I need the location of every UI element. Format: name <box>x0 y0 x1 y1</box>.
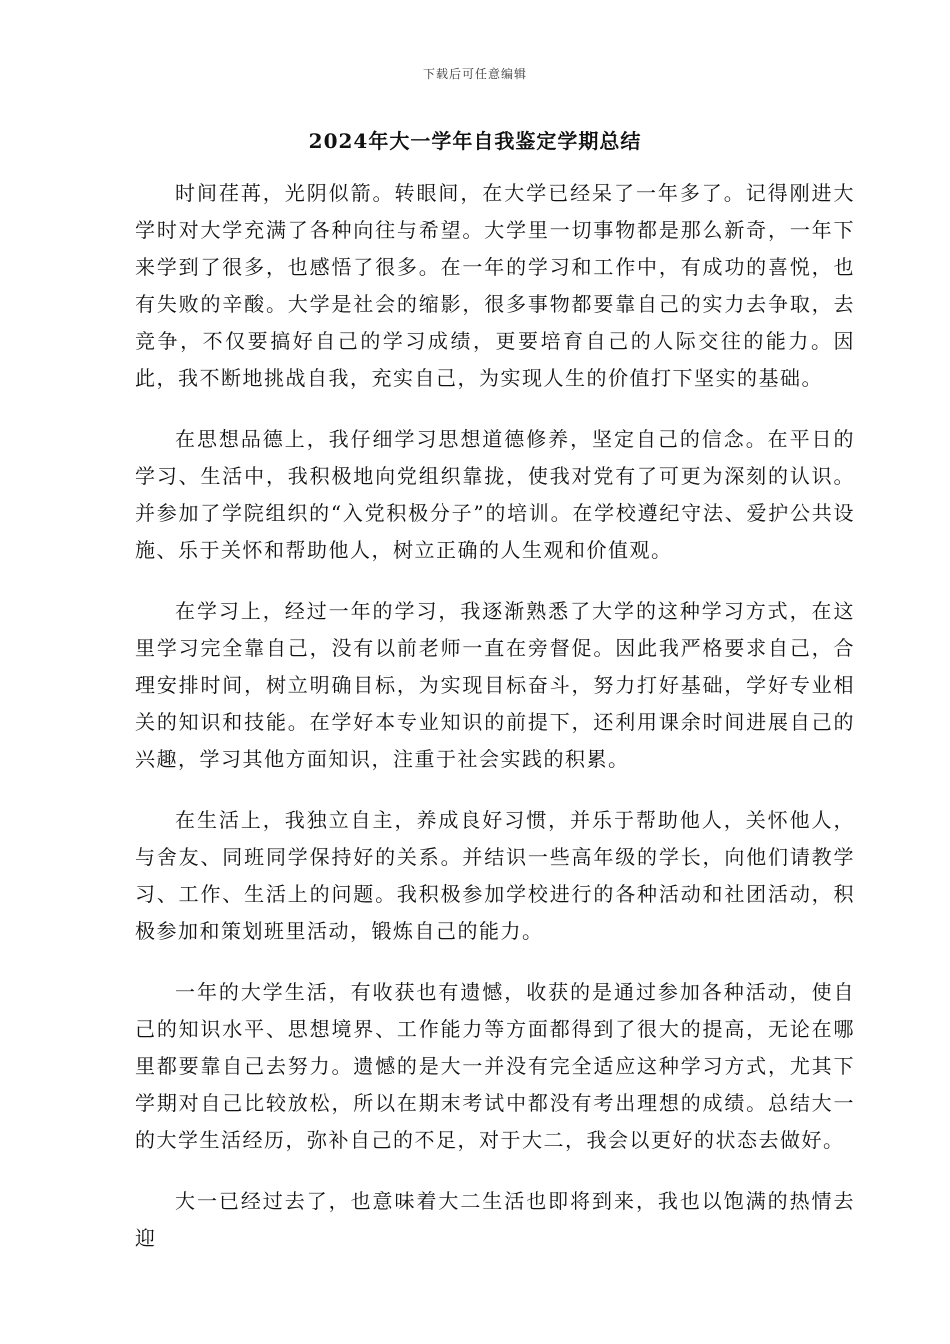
document-body <box>135 175 855 1281</box>
header-note: 下载后可任意编辑 <box>422 67 527 81</box>
paragraph-outlook: 大一已经过去了，也意味着大二生活也即将到来，我也以饱满的热情去迎 <box>135 1189 855 1250</box>
paragraph-ideology: 在思想品德上，我仔细学习思想道德修养，坚定自己的信念。在平日的学习、生活中，我积极地向党组织靠拢，使我对党有了可更为深刻的认识。并参加了学院组织的“入党积极分子”的培训。在学校遵纪守法、爱护公共设施、乐于关怀和帮助他人，树立正确的人生观和价值观。 <box>135 427 855 562</box>
paragraph-reflection: 一年的大学生活，有收获也有遗憾，收获的是通过参加各种活动，使自己的知识水平、思想境界、工作能力等方面都得到了很大的提高，无论在哪里都要靠自己去努力。遗憾的是大一并没有完全适应这种学习方式，尤其下学期对自己比较放松，所以在期末考试中都没有考出理想的成绩。总结大一的大学生活经历，弥补自己的不足，对于大二，我会以更好的状态去做好。 <box>135 980 855 1152</box>
paragraph-intro: 时间荏苒，光阴似箭。转眼间，在大学已经呆了一年多了。记得刚进大学时对大学充满了各种向往与希望。大学里一切事物都是那么新奇，一年下来学到了很多，也感悟了很多。在一年的学习和工作中，有成功的喜悦，也有失败的辛酸。大学是社会的缩影，很多事物都要靠自己的实力去争取，去竞争，不仅要搞好自己的学习成绩，更要培育自己的人际交往的能力。因此，我不断地挑战自我，充实自己，为实现人生的价值打下坚实的基础。 <box>135 181 855 390</box>
paragraph-study: 在学习上，经过一年的学习，我逐渐熟悉了大学的这种学习方式，在这里学习完全靠自己，没有以前老师一直在旁督促。因此我严格要求自己，合理安排时间，树立明确目标，为实现目标奋斗，努力打好基础，学好专业相关的知识和技能。在学好本专业知识的前提下，还利用课余时间进展自己的兴趣，学习其他方面知识，注重于社会实践的积累。 <box>135 599 855 771</box>
paragraph-life: 在生活上，我独立自主，养成良好习惯，并乐于帮助他人，关怀他人，与舍友、同班同学保持好的关系。并结识一些高年级的学长，向他们请教学习、工作、生活上的问题。我积极参加学校进行的各种活动和社团活动，积极参加和策划班里活动，锻炼自己的能力。 <box>135 808 855 943</box>
document-title: 2024年大一学年自我鉴定学期总结 <box>308 129 642 153</box>
